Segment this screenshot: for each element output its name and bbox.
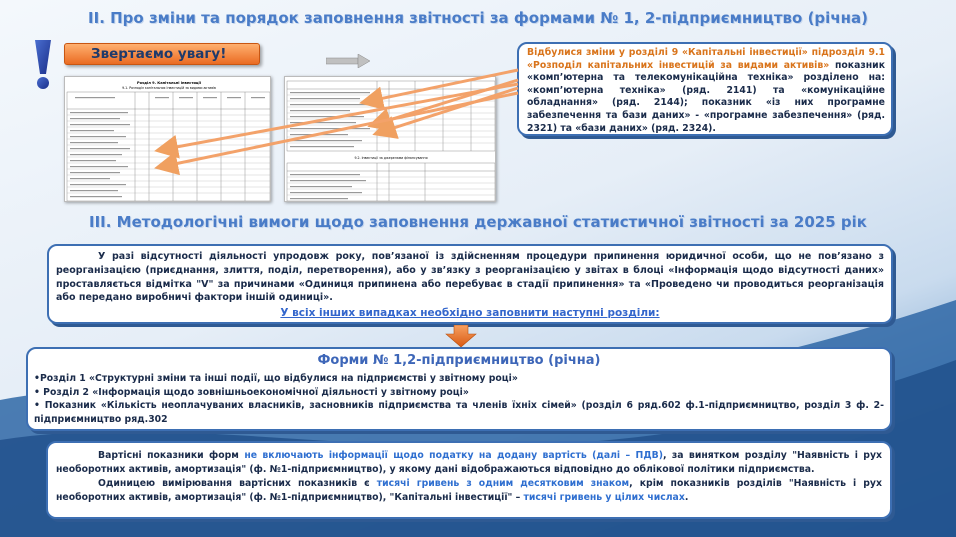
section-2-heading: ІІ. Про зміни та порядок заповнення звітності за формами № 1, 2-підприємництво (річна)	[88, 9, 868, 27]
changes-note-text: показник «комп’ютерна та телекомунікаційна техніка» розділено на: «комп’ютерна техніка» (ряд. 2141) та «комунікаційне обладнання» (ряд. 2144); показник «із них програмне забезпечення та бази даних» - «програмне забезпечення» (ряд. 2321) та «бази даних» (ряд. 2324).	[527, 59, 885, 134]
thumb-right-subtitle: 9.2. Інвестиції за джерелами фінансування	[354, 156, 428, 160]
vat-text-a: Вартісні показники форм	[98, 450, 245, 461]
unit-text-highlight-1: тисячі гривень з одним десятковим знаком	[376, 478, 630, 489]
other-cases-link[interactable]: У всіх інших випадках необхідно заповнити наступні розділи:	[280, 307, 660, 320]
thumb-left-subtitle: 9.1. Розподіл капітальних інвестицій за видами активів	[122, 86, 216, 90]
attention-arrow-icon	[326, 54, 370, 68]
vat-text-c: , за винятком розділу "Наявність і рух необоротних активів, амортизація" (ф. №1-підприємництво), у якому дані відображаються відповідно до облікової політики підприємства.	[56, 450, 883, 475]
unit-text-e: .	[684, 492, 689, 503]
value-indicators-box	[46, 441, 892, 519]
forms-sections-box	[26, 347, 892, 431]
down-arrow-icon	[445, 325, 477, 347]
unit-text-c: , крім показників розділів "Наявність і рух необоротних активів, амортизація" (ф. №1-підприємництво), "Капітальні інвестиції" –	[56, 478, 882, 503]
form-thumbnail-left	[64, 76, 271, 202]
form-thumbnail-right	[284, 76, 496, 202]
exclamation-icon	[30, 38, 56, 90]
forms-item-section-2: • Розділ 2 «Інформація щодо зовнішньоекономічної діяльності у звітному році»	[34, 386, 469, 398]
unit-text-a: Одиницею вимірювання вартісних показників є	[98, 478, 377, 489]
changes-note-box	[517, 42, 893, 136]
forms-item-unpaid-owners: • Показник «Кількість неоплачуваних власників, засновників підприємства та членів їхніх сімей» (розділ 6 ряд.602 ф.1-підприємництво, розділ 3 ф. 2-підприємництво ряд.302	[34, 400, 884, 425]
unit-text-highlight-2: тисячі гривень у цілих числах	[523, 492, 685, 503]
forms-item-section-1: •Розділ 1 «Структурні зміни та інші події, що відбулися на підприємстві у звітному році»	[34, 373, 518, 384]
section-3-heading: ІІІ. Методологічні вимоги щодо заповнення державної статистичної звітності за 2025 рік	[89, 213, 867, 231]
no-activity-text: У разі відсутності діяльності упродовж року, пов’язаної із здійсненням процедури припинення юридичної особи, що не пов’язано з реорганізацією (приєднання, злиття, поділ, перетворення), або у зв’язку з реорганізацією у звітах в блоці «Інформація щодо відсутності даних» проставляється відмітка "V" за причинами «Одиниця припинена або перебуває в стадії припинення» та «Проведено чи проводиться реорганізація або передано виробничі фактори іншій одиниці».	[56, 251, 884, 304]
forms-title: Форми № 1,2-підприємництво (річна)	[317, 353, 601, 368]
no-activity-rules-box	[47, 244, 893, 324]
thumb-left-title: Розділ 9. Капітальні інвестиції	[136, 81, 202, 85]
attention-banner: Звертаємо увагу!	[64, 43, 260, 65]
changes-note-highlight: Відбулися зміни у розділі 9 «Капітальні інвестиції» підрозділ 9.1 «Розподіл капітальних інвестицій за видами активів»	[527, 47, 885, 71]
vat-text-highlight: не включають інформації щодо податку на додану вартість (далі – ПДВ)	[244, 450, 663, 461]
